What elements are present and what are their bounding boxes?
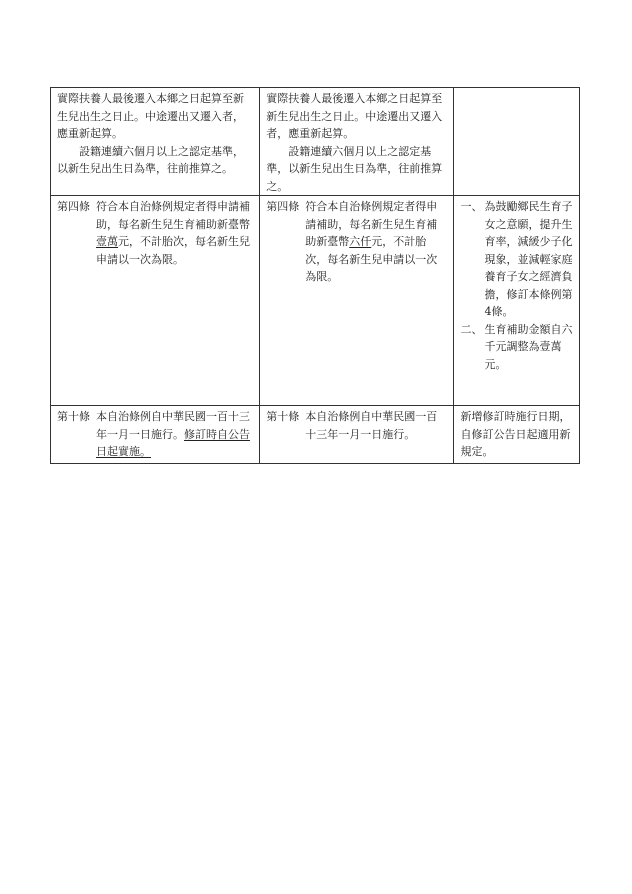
- amended-text-cell: [51, 196, 260, 405]
- item-label: 二、: [460, 322, 483, 336]
- article-text: 本自治條例自中華民國一百十三年一月一日施行。: [96, 410, 250, 441]
- current-text-cell: [260, 88, 454, 195]
- current-text-cell: [260, 196, 454, 405]
- current-amount: 六仟: [349, 235, 372, 248]
- article-text: 符合本自治條例規定者得申請補助，每名新生兒生育補助新臺幣: [96, 200, 250, 231]
- article-number: 第十條: [57, 410, 90, 423]
- amended-clause: 修訂時自公告日起實施。: [96, 427, 250, 458]
- table-row: [51, 406, 579, 463]
- item-text: 生育補助金額自六千元調整為壹萬元。: [484, 322, 573, 371]
- explanation-text: 新增修訂時施行日期，自修訂公告日起適用新規定。: [460, 410, 571, 458]
- current-text-cell: [260, 406, 454, 463]
- article-number: 第十條: [266, 410, 300, 423]
- explanation-item: [460, 198, 573, 321]
- amended-text-cell: [51, 88, 260, 195]
- article-body: [305, 198, 447, 286]
- paragraph: 設籍連續六個月以上之認定基準，以新生兒出生日為準，往前推算之。: [266, 144, 443, 193]
- article-number: 第四條: [266, 200, 300, 213]
- explanation-item: [460, 321, 573, 374]
- article-body: [96, 198, 253, 268]
- comparison-table: [50, 87, 580, 464]
- article-text: 元，不計胎次，每名新生兒申請以一次為限。: [305, 235, 438, 283]
- article-number: 第四條: [57, 200, 90, 213]
- article-text: 符合本自治條例規定者得申請補助，每名新生兒生育補助新臺幣: [305, 200, 438, 248]
- paragraph: 實際扶養人最後遷入本鄉之日起算至新生兒出生之日止。中途遷出又遷入者，應重新起算。: [266, 92, 443, 140]
- item-label: 一、: [460, 200, 483, 213]
- table-row: [51, 196, 579, 406]
- explanation-cell: [454, 196, 579, 405]
- item-text: 為鼓勵鄉民生育子女之意願，提升生育率，減緩少子化現象，並減輕家庭養育子女之經濟負擔，修訂本條例第4條。: [484, 200, 573, 318]
- article-body: [96, 408, 253, 461]
- table-row: [51, 88, 579, 196]
- amended-text-cell: [51, 406, 260, 463]
- amended-amount: 壹萬: [96, 235, 118, 248]
- paragraph: 設籍連續六個月以上之認定基準，以新生兒出生日為準，往前推算之。: [57, 144, 244, 175]
- article-text: 元，不計胎次，每名新生兒申請以一次為限。: [96, 235, 250, 266]
- article-body: 本自治條例自中華民國一百十三年一月一日施行。: [305, 410, 438, 441]
- explanation-cell: [454, 88, 579, 195]
- paragraph: 實際扶養人最後遷入本鄉之日起算至新生兒出生之日止。中途遷出又遷入者，應重新起算。: [57, 92, 244, 140]
- explanation-cell: [454, 406, 579, 463]
